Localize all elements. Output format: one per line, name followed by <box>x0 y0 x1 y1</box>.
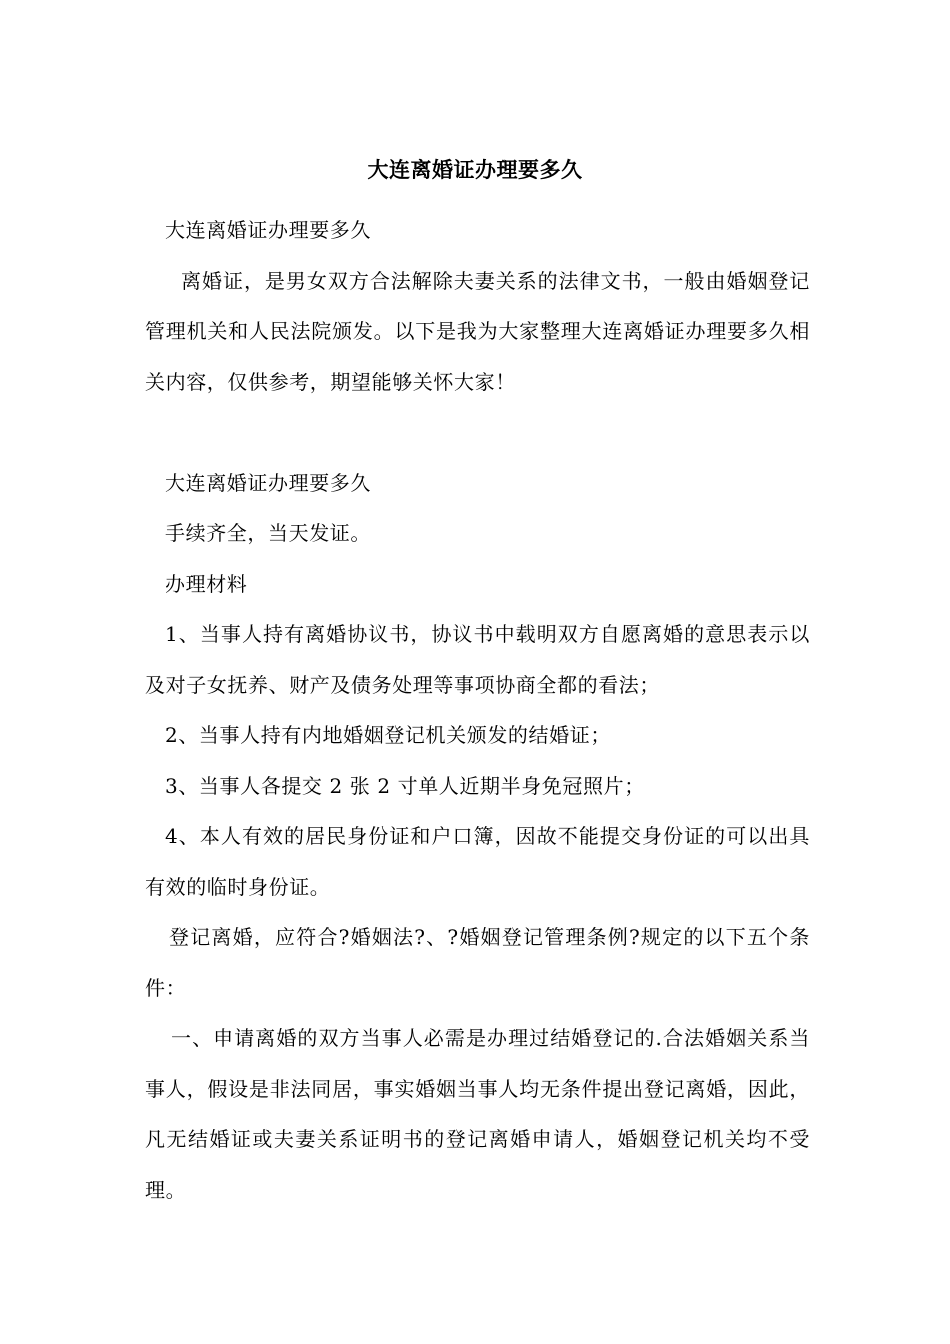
paragraph-condition-1: 一、申请离婚的双方当事人必需是办理过结婚登记的.合法婚姻关系当事人，假设是非法同居，事实婚姻当事人均无条件提出登记离婚，因此，凡无结婚证或夫妻关系证明书的登记离婚申请人，婚姻登记机关均不受理。 <box>145 1026 810 1202</box>
paragraph-conditions-intro: 登记离婚，应符合?婚姻法?、?婚姻登记管理条例?规定的以下五个条件： <box>145 925 810 1000</box>
list-item-material-2: 2、当事人持有内地婚姻登记机关颁发的结婚证； <box>165 723 611 747</box>
document-title: 大连离婚证办理要多久 <box>367 157 583 182</box>
paragraph-same-day: 手续齐全，当天发证。 <box>165 521 371 545</box>
document-body <box>145 205 810 1215</box>
paragraph-subtitle: 大连离婚证办理要多久 <box>165 218 371 242</box>
paragraph-intro: 离婚证，是男女双方合法解除夫妻关系的法律文书，一般由婚姻登记管理机关和人民法院颁发。以下是我为大家整理大连离婚证办理要多久相关内容，仅供参考，期望能够关怀大家！ <box>145 268 810 394</box>
list-item-material-1: 1、当事人持有离婚协议书，协议书中载明双方自愿离婚的意思表示以及对子女抚养、财产及债务处理等事项协商全都的看法； <box>145 622 810 697</box>
list-item-material-4: 4、本人有效的居民身份证和户口簿，因故不能提交身份证的可以出具有效的临时身份证。 <box>145 824 810 899</box>
paragraph-heading: 大连离婚证办理要多久 <box>165 470 371 495</box>
paragraph-materials-heading: 办理材料 <box>165 571 248 596</box>
blank-line <box>145 407 810 458</box>
list-item-material-3: 3、当事人各提交 2 张 2 寸单人近期半身免冠照片； <box>165 773 645 798</box>
